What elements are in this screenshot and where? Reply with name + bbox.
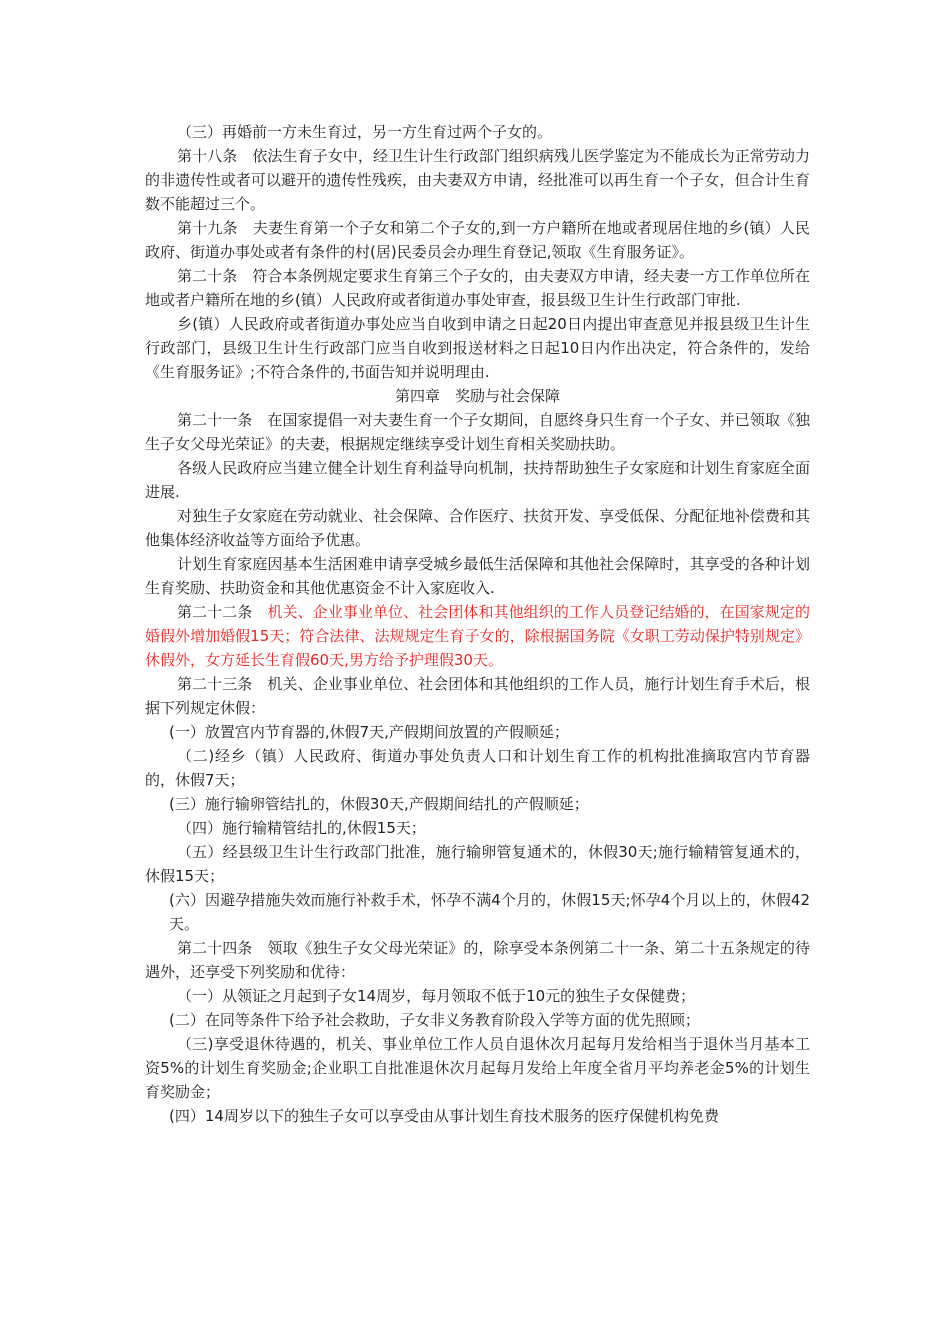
article-24-item-3: （三)享受退休待遇的，机关、事业单位工作人员自退休次月起每月发给相当于退休当月基本工资5%的计划生育奖励金;企业职工自批准退休次月起每月发给上年度全省月平均养老金5%的计划生育奖励金； (145, 1035, 810, 1101)
article-22-highlighted-text: 机关、企业事业单位、社会团体和其他组织的工作人员登记结婚的，在国家规定的婚假外增加婚假15天；符合法律、法规规定生育子女的，除根据国务院《女职工劳动保护特别规定》休假外，女方延长生育假60天,男方给予护理假30天。 (145, 603, 810, 669)
document-page (145, 120, 810, 1128)
article-24: 第二十四条 领取《独生子女父母光荣证》的，除享受本条例第二十一条、第二十五条规定的待遇外，还享受下列奖励和优待： (145, 939, 810, 981)
article-21-clause-4: 计划生育家庭因基本生活困难申请享受城乡最低生活保障和其他社会保障时，其享受的各种计划生育奖励、扶助资金和其他优惠资金不计入家庭收入. (145, 555, 810, 597)
chapter-4-heading: 第四章 奖励与社会保障 (394, 387, 560, 405)
article-22-number: 第二十二条 (177, 603, 253, 621)
article-23-item-3: (三）施行输卵管结扎的，休假30天,产假期间结扎的产假顺延； (169, 795, 589, 813)
article-20: 第二十条 符合本条例规定要求生育第三个子女的，由夫妻双方申请，经夫妻一方工作单位所在地或者户籍所在地的乡(镇）人民政府或者街道办事处审查，报县级卫生计生行政部门审批. (145, 267, 810, 309)
article-23-item-5: （五）经县级卫生计生行政部门批准，施行输卵管复通术的，休假30天;施行输精管复通术的，休假15天； (145, 843, 810, 885)
article-23-item-2: （二)经乡（镇）人民政府、街道办事处负责人口和计划生育工作的机构批准摘取宫内节育器的，休假7天； (145, 747, 810, 789)
paragraph-remarriage-item-3: （三）再婚前一方未生育过，另一方生育过两个子女的。 (177, 123, 553, 141)
article-18: 第十八条 依法生育子女中，经卫生计生行政部门组织病残儿医学鉴定为不能成长为正常劳动力的非遗传性或者可以避开的遗传性残疾，由夫妻双方申请，经批准可以再生育一个子女，但合计生育数不能超过三个。 (145, 147, 810, 213)
article-24-item-2: (二）在同等条件下给予社会救助，子女非义务教育阶段入学等方面的优先照顾； (169, 1011, 700, 1029)
article-21-clause-2: 各级人民政府应当建立健全计划生育利益导向机制，扶持帮助独生子女家庭和计划生育家庭全面进展. (145, 459, 810, 501)
article-21: 第二十一条 在国家提倡一对夫妻生育一个子女期间，自愿终身只生育一个子女、并已领取《独生子女父母光荣证》的夫妻，根据规定继续享受计划生育相关奖励扶助。 (145, 411, 810, 453)
article-22 (145, 600, 810, 672)
article-23-item-1: (一）放置宫内节育器的,休假7天,产假期间放置的产假顺延； (169, 723, 569, 741)
article-23: 第二十三条 机关、企业事业单位、社会团体和其他组织的工作人员，施行计划生育手术后，根据下列规定休假： (145, 675, 810, 717)
article-24-item-4: (四）14周岁以下的独生子女可以享受由从事计划生育技术服务的医疗保健机构免费 (169, 1107, 719, 1125)
article-24-item-1: （一）从领证之月起到子女14周岁，每月领取不低于10元的独生子女保健费； (177, 987, 696, 1005)
article-20-clause-2: 乡(镇）人民政府或者街道办事处应当自收到申请之日起20日内提出审查意见并报县级卫生计生行政部门，县级卫生计生行政部门应当自收到报送材料之日起10日内作出决定，符合条件的，发给《生育服务证》;不符合条件的,书面告知并说明理由. (145, 315, 810, 381)
article-19: 第十九条 夫妻生育第一个子女和第二个子女的,到一方户籍所在地或者现居住地的乡(镇）人民政府、街道办事处或者有条件的村(居)民委员会办理生育登记,领取《生育服务证》。 (145, 219, 810, 261)
article-23-item-6: (六）因避孕措施失效而施行补救手术，怀孕不满4个月的，休假15天;怀孕4个月以上的，休假42天。 (169, 891, 810, 933)
article-23-item-4: （四）施行输精管结扎的,休假15天； (177, 819, 426, 837)
article-21-clause-3: 对独生子女家庭在劳动就业、社会保障、合作医疗、扶贫开发、享受低保、分配征地补偿费和其他集体经济收益等方面给予优惠。 (145, 507, 810, 549)
